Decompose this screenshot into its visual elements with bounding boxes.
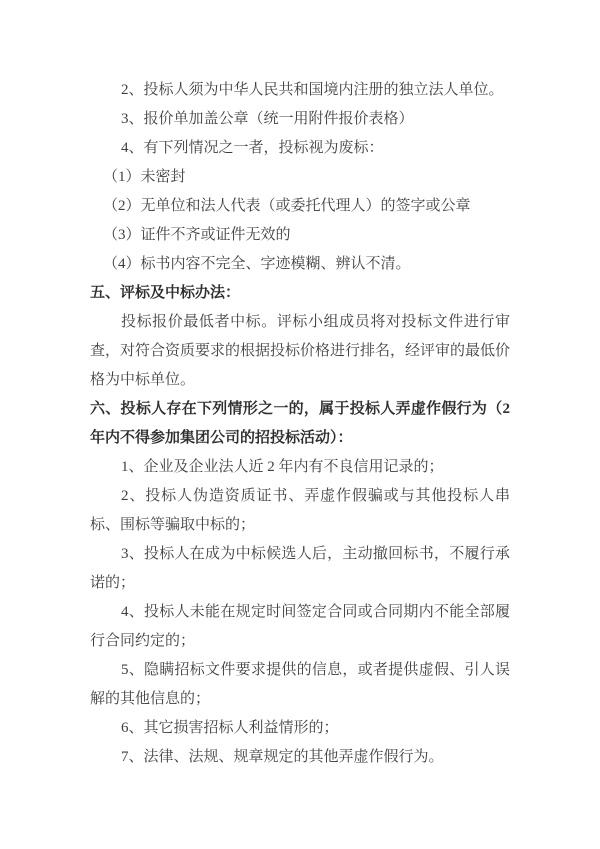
paragraph: 投标报价最低者中标。评标小组成员将对投标文件进行审查，对符合资质要求的根据投标价格进行排名，经评审的最低价格为中标单位。 — [90, 314, 511, 388]
paragraph: （2）无单位和法人代表（或委托代理人）的签字或公章 — [103, 198, 471, 214]
paragraph: 3、投标人在成为中标候选人后，主动撤回标书，不履行承诺的； — [90, 546, 510, 591]
paragraph: 5、隐瞒招标文件要求提供的信息，或者提供虚假、引人误解的其他信息的； — [90, 662, 510, 707]
paragraph: 7、法律、法规、规章规定的其他弄虚作假行为。 — [121, 749, 444, 765]
paragraph: 6、其它损害招标人利益情形的； — [121, 720, 339, 736]
paragraph: 1、企业及企业法人近 2 年内有不良信用记录的； — [121, 459, 444, 475]
paragraph: （4）标书内容不完全、字迹模糊、辨认不清。 — [103, 256, 411, 272]
paragraph: 3、报价单加盖公章（统一用附件报价表格） — [121, 111, 414, 127]
document-body — [90, 76, 510, 772]
paragraph: （1）未密封 — [103, 169, 186, 185]
paragraph: 4、有下列情况之一者，投标视为废标： — [121, 140, 384, 156]
section-heading: 六、投标人存在下列情形之一的，属于投标人弄虚作假行为（2年内不得参加集团公司的招投标活动）： — [90, 401, 510, 446]
paragraph: （3）证件不齐或证件无效的 — [103, 227, 291, 243]
paragraph: 2、投标人须为中华人民共和国境内注册的独立法人单位。 — [121, 82, 504, 98]
paragraph: 4、投标人未能在规定时间签定合同或合同期内不能全部履行合同约定的； — [90, 604, 510, 649]
paragraph: 2、投标人伪造资质证书、弄虚作假骗或与其他投标人串标、围标等骗取中标的； — [90, 488, 510, 533]
section-heading: 五、评标及中标办法： — [90, 285, 241, 301]
